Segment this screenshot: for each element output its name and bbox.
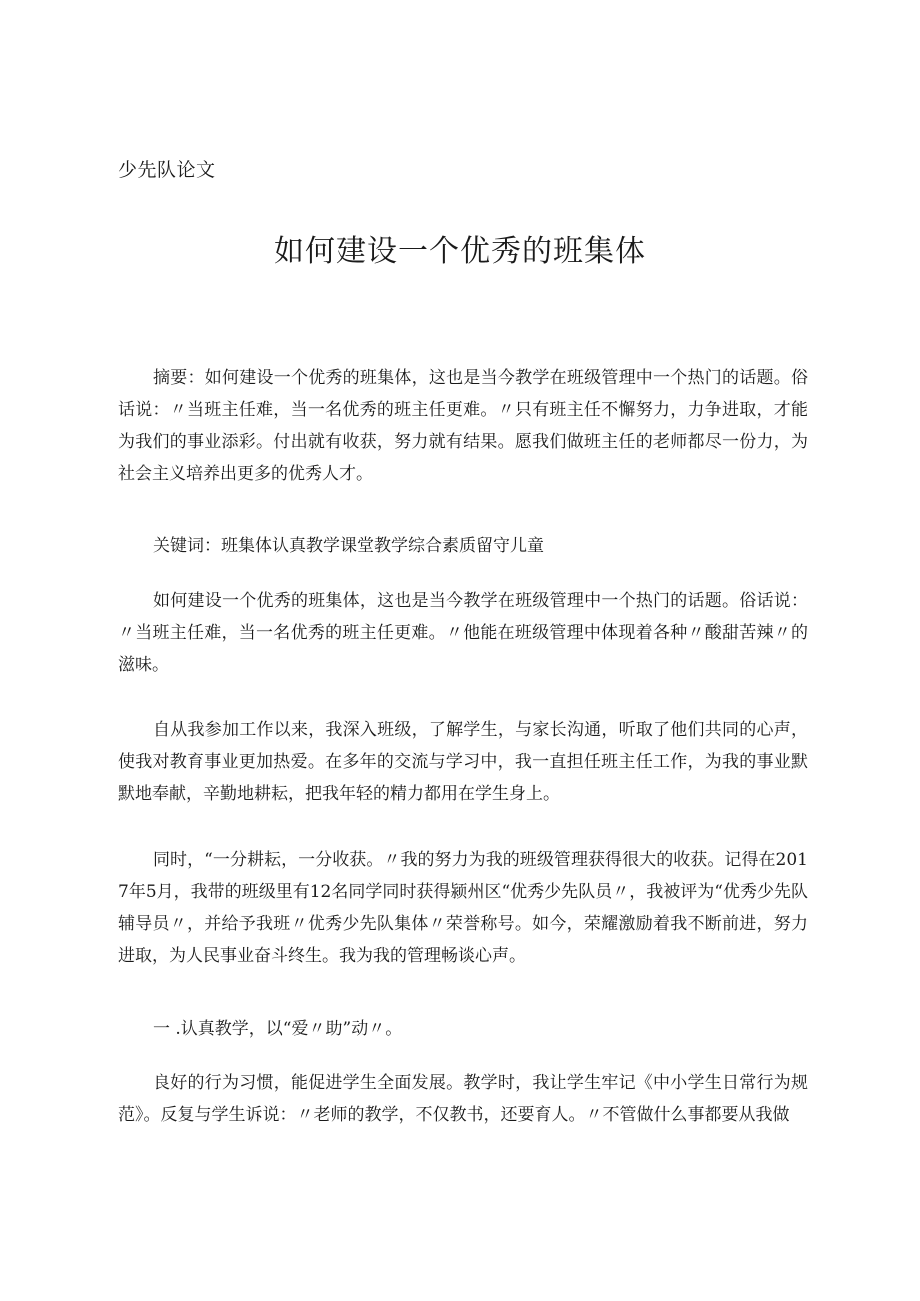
body-paragraph-result: 同时，“一分耕耘，一分收获。〃我的努力为我的班级管理获得很大的收获。记得在2017年5月，我带的班级里有12名同学同时获得颍州区“优秀少先队员〃，我被评为“优秀少先队辅导员〃，并给予我班〃优秀少先队集体〃荣誉称号。如今，荣耀激励着我不断前进，努力进取，为人民事业奋斗终生。我为我的管理畅谈心声。 [118, 850, 808, 966]
section-heading: 一 .认真教学，以“爱〃助”动〃。 [153, 1019, 403, 1039]
abstract-paragraph: 摘要：如何建设一个优秀的班集体，这也是当今教学在班级管理中一个热门的话题。俗话说：〃当班主任难，当一名优秀的班主任更难。〃只有班主任不懈努力，力争进取，才能为我们的事业添彩。付出就有收获，努力就有结果。愿我们做班主任的老师都尽一份力，为社会主义培养出更多的优秀人才。 [118, 368, 808, 484]
body-paragraph-intro: 如何建设一个优秀的班集体，这也是当今教学在班级管理中一个热门的话题。俗话说：〃当班主任难，当一名优秀的班主任更难。〃他能在班级管理中体现着各种〃酸甜苦辣〃的滋味。 [118, 591, 808, 675]
document-category: 少先队论文 [118, 159, 216, 181]
document-title: 如何建设一个优秀的班集体 [274, 234, 646, 269]
body-paragraph-habit: 良好的行为习惯，能促进学生全面发展。教学时，我让学生牢记《中小学生日常行为规范》。反复与学生诉说：〃老师的教学，不仅教书，还要育人。〃不管做什么事都要从我做 [118, 1073, 808, 1125]
body-paragraph-work: 自从我参加工作以来，我深入班级，了解学生，与家长沟通，听取了他们共同的心声，使我对教育事业更加热爱。在多年的交流与学习中，我一直担任班主任工作，为我的事业默默地奉献，辛勤地耕耘，把我年轻的精力都用在学生身上。 [118, 720, 808, 804]
keywords-line: 关键词：班集体认真教学课堂教学综合素质留守儿童 [153, 536, 544, 556]
